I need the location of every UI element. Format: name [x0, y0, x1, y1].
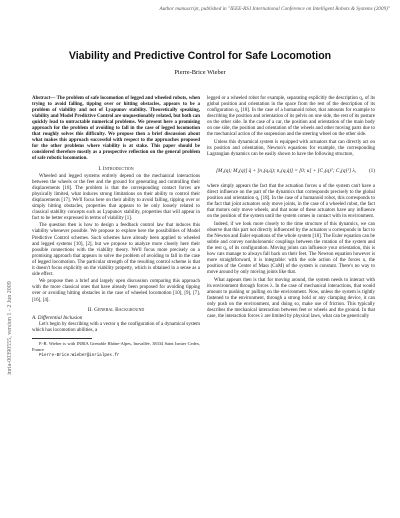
paragraph: where simply appears the fact that the actuation forces u of the system can't have a direct influence on the part of the dynamics that corresponds precisely to the global position and orientation q₁ [18]. In the case of a humanoid robot, this corresponds to the fact that joint actuators only move joints, in the case of a wheeled robot, the fact that motors only move wheels, and that none of these actuators have any influence on the position of the system until the system comes in contact with its environment. — [207, 183, 375, 220]
left-column — [32, 96, 200, 360]
footnote-divider — [32, 338, 92, 339]
paper-title: Viability and Predictive Control for Safe Locomotion — [68, 50, 332, 62]
section-heading-background: II. General Background — [87, 306, 145, 313]
paragraph: Wheeled and legged systems entirely depend on the mechanical interactions between the wheels or the feet and the ground for generating and controlling their displacements [18]. The problem is that the corresponding contact forces are physically limited, what induces strong limitations on their ability to control their displacements [17]. We'll focus here on their ability to avoid falling, tipping over or simply hitting obstacles, properties that appears to be only loosely related to classical stability concepts such as Lyapunov stability, properties that will appear in fact to be better expressed in terms of viability [1]. — [32, 173, 200, 221]
paragraph: Unless this dynamical system is equipped with actuators that can directly act on its position and orientation, Newton's equations for example, the corresponding Lagrangian dynamics can be easily shown to have the following structure, — [207, 139, 375, 157]
equation — [207, 162, 375, 180]
equation-number: (1) — [368, 167, 375, 174]
paper-author: Pierre-Brice Wieber — [174, 69, 226, 76]
paragraph: What appears then is that for moving around, the system needs to interact with its environment through forces λ. In the case of mechanical interactions, that would amount to pushing or pulling on the environment. Now, unless the system is tightly fastened to the environment, through a strong hold or any clamping device, it can only push on the environment, and doing so, make use of friction. This typically describes the mechanical interaction between feet or wheels and the ground. In that case, the interaction forces λ are limited by physical laws, what can be generically — [207, 277, 375, 319]
paragraph: The question then is how to design a feedback control law that induces this viability whenever possible. We propose to explore here the possibilities of Model Predictive Control schemes. Such schemes have already been applied to wheeled and legged systems [10], [2], but we propose to analyze more closely here their possible connections with the viability theory. We'll focus more precisely on a promising approach that appears to solve the problem of avoiding to fall in the case of legged locomotion. The particular strength of the resulting control scheme is that it doesn't focus explicitly on the viability property, which is obtained in a sense as a side effect. — [32, 223, 200, 277]
side-identifier — [2, 230, 12, 430]
equation-body: [M₁(q); M₂(q)] q̈ + [n₁(q,q̇); n₂(q,q̇)] = [0; u] + [C₁(q)ᵀ; C₂(q)ᵀ] λ, — [215, 167, 357, 174]
right-column — [207, 96, 375, 322]
subsection-heading: A. Differential Inclusion — [32, 314, 83, 321]
header-note: Author manuscript, published in "IEEE-RSJ International Conference on Intelligent Robots & Systems (2009)" — [159, 6, 390, 12]
footnote-email: Pierre-Brice.Wieber@inrialpes.fr — [39, 353, 120, 358]
footnote: P.-B. Wieber is with INRIA Grenoble Rhône-Alpes, Inovallée, 38334 Saint Ismier Cedex, France — [32, 341, 200, 352]
abstract: Abstract— The problem of safe locomotion of legged and wheeled robots, when trying to avoid falling, tipping over or hitting obstacles, appears to be a problem of viability and not of Lyapunov stability. Theoretically speaking, viability and Model Predictive Control are unquestionably related, but both can quickly lead to untractable numerical problems. We present here a promising approach for the problem of avoiding to fall in the case of legged locomotion that roughly solves this difficulty. We propose then a brief discussion about what makes this approach successful with respect to the approaches proposed for the other problems where viability is at stake. This paper should be considered therefore mostly as a prospective reflection on the general problem of safe robotic locomotion. — [32, 96, 200, 162]
paragraph: Indeed, if we look more closely to the time structure of this dynamics, we can observe that this part not directly influenced by the actuators u corresponds in fact to the Newton and Euler equations of the whole system [18]. The Euler equation can be subtle and convey nonholonomic couplings between the rotation of the system and the rest q₂ of its configuration. Moving joints can influence your orientation, this is how cats manage to always fall back on their feet. The Newton equation however is more straightforward, it is integrable: with the sole action of the forces u, the position of the Center of Mass (CoM) of the system is constant. There's no way to move around by only moving joints like that. — [207, 221, 375, 276]
paragraph: We propose then a brief and largely open discussion comparing this approach with the more classical ones that have already been proposed for avoiding tipping over or avoiding hitting obstacles in the case of wheeled locomotion [10], [9], [7], [16], [4]. — [32, 279, 200, 303]
side-identifier-text: inria-00390555, version 1 - 2 Jun 2009 — [7, 281, 13, 375]
paragraph: legged or a wheeled robot for example, separating explicitly the description q₁ of its global position and orientation in the space from the rest of the description of its configuration q₂ [18]. In the case of a humanoid robot, that amounts for example to describing the position and orientation of its pelvis on one side, the rest of its posture on the other side. In the case of a car, the position and orientation of the main body on one side, the position and orientation of the wheels and other moving parts due to the mechanical action of the suspension and the steering wheel on the other side. — [207, 96, 375, 138]
section-heading-introduction: I. Introduction — [98, 165, 134, 172]
paragraph: Let's begin by describing with a vector q the configuration of a dynamical system which has locomotion abilities, a — [32, 322, 200, 334]
